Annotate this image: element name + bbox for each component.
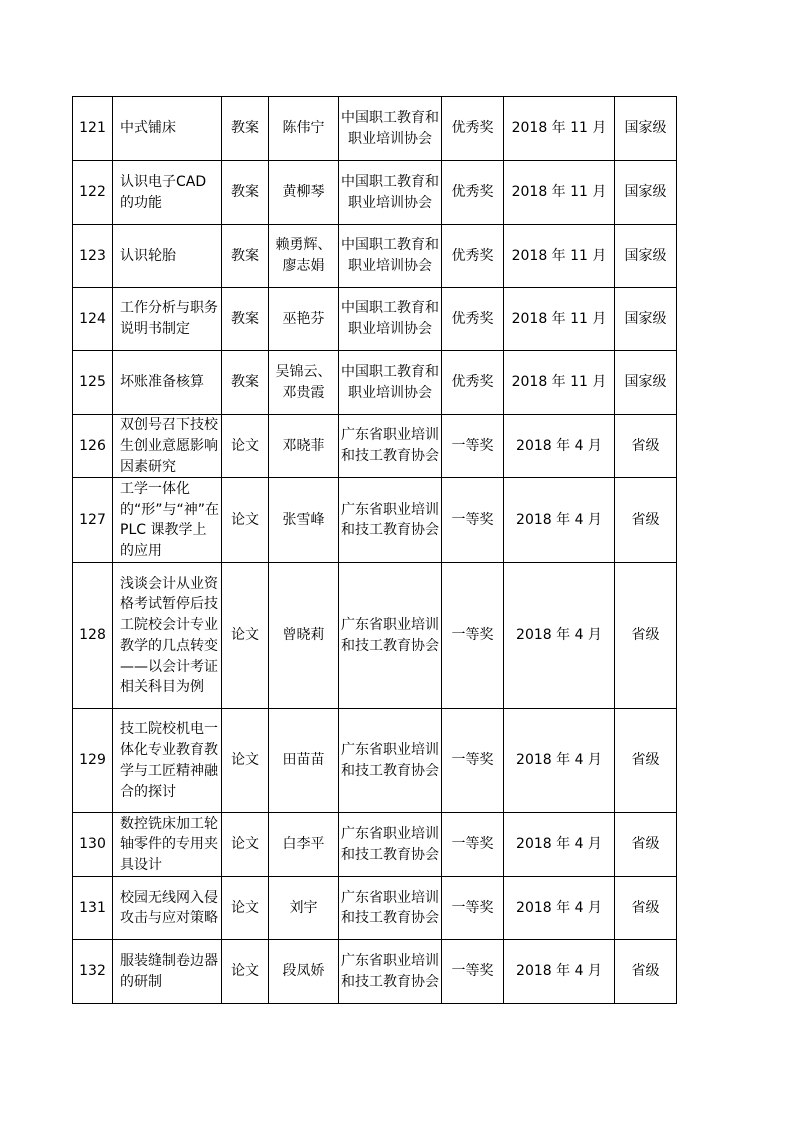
- cell-title: 校园无线网入侵攻击与应对策略: [113, 877, 222, 940]
- cell-date: 2018 年 11 月: [504, 161, 615, 225]
- cell-date: 2018 年 4 月: [504, 415, 615, 478]
- cell-date: 2018 年 4 月: [504, 709, 615, 813]
- cell-title: 双创号召下技校生创业意愿影响因素研究: [113, 415, 222, 478]
- cell-type: 论文: [222, 877, 269, 940]
- cell-level: 省级: [615, 563, 677, 709]
- cell-number: 122: [73, 161, 113, 225]
- cell-number: 125: [73, 351, 113, 415]
- awards-table-body: [73, 97, 677, 1004]
- cell-level: 国家级: [615, 288, 677, 351]
- table-row: [73, 709, 677, 813]
- cell-date: 2018 年 11 月: [504, 288, 615, 351]
- cell-author: 田苗苗: [269, 709, 339, 813]
- cell-award: 一等奖: [442, 877, 504, 940]
- cell-type: 论文: [222, 940, 269, 1004]
- cell-title: 浅谈会计从业资格考试暂停后技工院校会计专业教学的几点转变——以会计考证相关科目为例: [113, 563, 222, 709]
- cell-level: 国家级: [615, 97, 677, 161]
- cell-number: 126: [73, 415, 113, 478]
- cell-level: 国家级: [615, 351, 677, 415]
- cell-title: 技工院校机电一体化专业教育教学与工匠精神融合的探讨: [113, 709, 222, 813]
- cell-award: 一等奖: [442, 940, 504, 1004]
- cell-level: 省级: [615, 709, 677, 813]
- cell-author: 赖勇辉、廖志娟: [269, 225, 339, 288]
- cell-award: 一等奖: [442, 813, 504, 877]
- cell-level: 国家级: [615, 225, 677, 288]
- cell-author: 白李平: [269, 813, 339, 877]
- cell-author: 吴锦云、邓贵霞: [269, 351, 339, 415]
- cell-author: 刘宇: [269, 877, 339, 940]
- cell-title: 数控铣床加工轮轴零件的专用夹具设计: [113, 813, 222, 877]
- cell-organization: 广东省职业培训和技工教育协会: [339, 415, 442, 478]
- cell-organization: 广东省职业培训和技工教育协会: [339, 813, 442, 877]
- cell-number: 131: [73, 877, 113, 940]
- cell-author: 黄柳琴: [269, 161, 339, 225]
- cell-author: 巫艳芬: [269, 288, 339, 351]
- awards-table: [72, 96, 677, 1004]
- cell-title: 服装缝制卷边器的研制: [113, 940, 222, 1004]
- cell-title: 坏账准备核算: [113, 351, 222, 415]
- cell-level: 省级: [615, 415, 677, 478]
- cell-organization: 中国职工教育和职业培训协会: [339, 97, 442, 161]
- cell-type: 教案: [222, 97, 269, 161]
- cell-date: 2018 年 4 月: [504, 478, 615, 563]
- cell-award: 优秀奖: [442, 351, 504, 415]
- table-row: [73, 563, 677, 709]
- table-row: [73, 478, 677, 563]
- cell-organization: 广东省职业培训和技工教育协会: [339, 709, 442, 813]
- cell-number: 121: [73, 97, 113, 161]
- cell-title: 工作分析与职务说明书制定: [113, 288, 222, 351]
- cell-level: 省级: [615, 940, 677, 1004]
- cell-date: 2018 年 11 月: [504, 351, 615, 415]
- cell-organization: 中国职工教育和职业培训协会: [339, 225, 442, 288]
- cell-date: 2018 年 11 月: [504, 97, 615, 161]
- cell-organization: 广东省职业培训和技工教育协会: [339, 940, 442, 1004]
- cell-award: 一等奖: [442, 563, 504, 709]
- cell-award: 一等奖: [442, 415, 504, 478]
- cell-type: 论文: [222, 563, 269, 709]
- cell-title: 认识电子CAD的功能: [113, 161, 222, 225]
- cell-organization: 广东省职业培训和技工教育协会: [339, 478, 442, 563]
- table-row: [73, 225, 677, 288]
- cell-award: 一等奖: [442, 709, 504, 813]
- cell-organization: 广东省职业培训和技工教育协会: [339, 877, 442, 940]
- cell-date: 2018 年 11 月: [504, 225, 615, 288]
- cell-title: 中式铺床: [113, 97, 222, 161]
- table-row: [73, 415, 677, 478]
- cell-author: 陈伟宁: [269, 97, 339, 161]
- cell-number: 124: [73, 288, 113, 351]
- cell-award: 一等奖: [442, 478, 504, 563]
- cell-type: 论文: [222, 415, 269, 478]
- cell-type: 论文: [222, 478, 269, 563]
- table-row: [73, 813, 677, 877]
- cell-number: 127: [73, 478, 113, 563]
- cell-number: 128: [73, 563, 113, 709]
- table-row: [73, 161, 677, 225]
- cell-level: 省级: [615, 877, 677, 940]
- cell-date: 2018 年 4 月: [504, 940, 615, 1004]
- cell-author: 张雪峰: [269, 478, 339, 563]
- cell-type: 教案: [222, 225, 269, 288]
- cell-author: 段凤娇: [269, 940, 339, 1004]
- cell-award: 优秀奖: [442, 225, 504, 288]
- cell-date: 2018 年 4 月: [504, 813, 615, 877]
- cell-author: 邓晓菲: [269, 415, 339, 478]
- cell-date: 2018 年 4 月: [504, 877, 615, 940]
- cell-title: 认识轮胎: [113, 225, 222, 288]
- cell-number: 129: [73, 709, 113, 813]
- cell-award: 优秀奖: [442, 97, 504, 161]
- cell-organization: 中国职工教育和职业培训协会: [339, 161, 442, 225]
- cell-title: 工学一体化的“形”与“神”在 PLC 课教学上的应用: [113, 478, 222, 563]
- table-row: [73, 877, 677, 940]
- cell-number: 132: [73, 940, 113, 1004]
- cell-level: 省级: [615, 478, 677, 563]
- table-row: [73, 940, 677, 1004]
- cell-type: 教案: [222, 288, 269, 351]
- table-row: [73, 97, 677, 161]
- cell-award: 优秀奖: [442, 161, 504, 225]
- cell-type: 教案: [222, 161, 269, 225]
- cell-organization: 中国职工教育和职业培训协会: [339, 351, 442, 415]
- cell-award: 优秀奖: [442, 288, 504, 351]
- table-row: [73, 351, 677, 415]
- cell-level: 省级: [615, 813, 677, 877]
- cell-author: 曾晓莉: [269, 563, 339, 709]
- cell-number: 123: [73, 225, 113, 288]
- cell-type: 论文: [222, 709, 269, 813]
- cell-level: 国家级: [615, 161, 677, 225]
- cell-date: 2018 年 4 月: [504, 563, 615, 709]
- cell-organization: 中国职工教育和职业培训协会: [339, 288, 442, 351]
- cell-type: 论文: [222, 813, 269, 877]
- cell-type: 教案: [222, 351, 269, 415]
- cell-number: 130: [73, 813, 113, 877]
- cell-organization: 广东省职业培训和技工教育协会: [339, 563, 442, 709]
- table-row: [73, 288, 677, 351]
